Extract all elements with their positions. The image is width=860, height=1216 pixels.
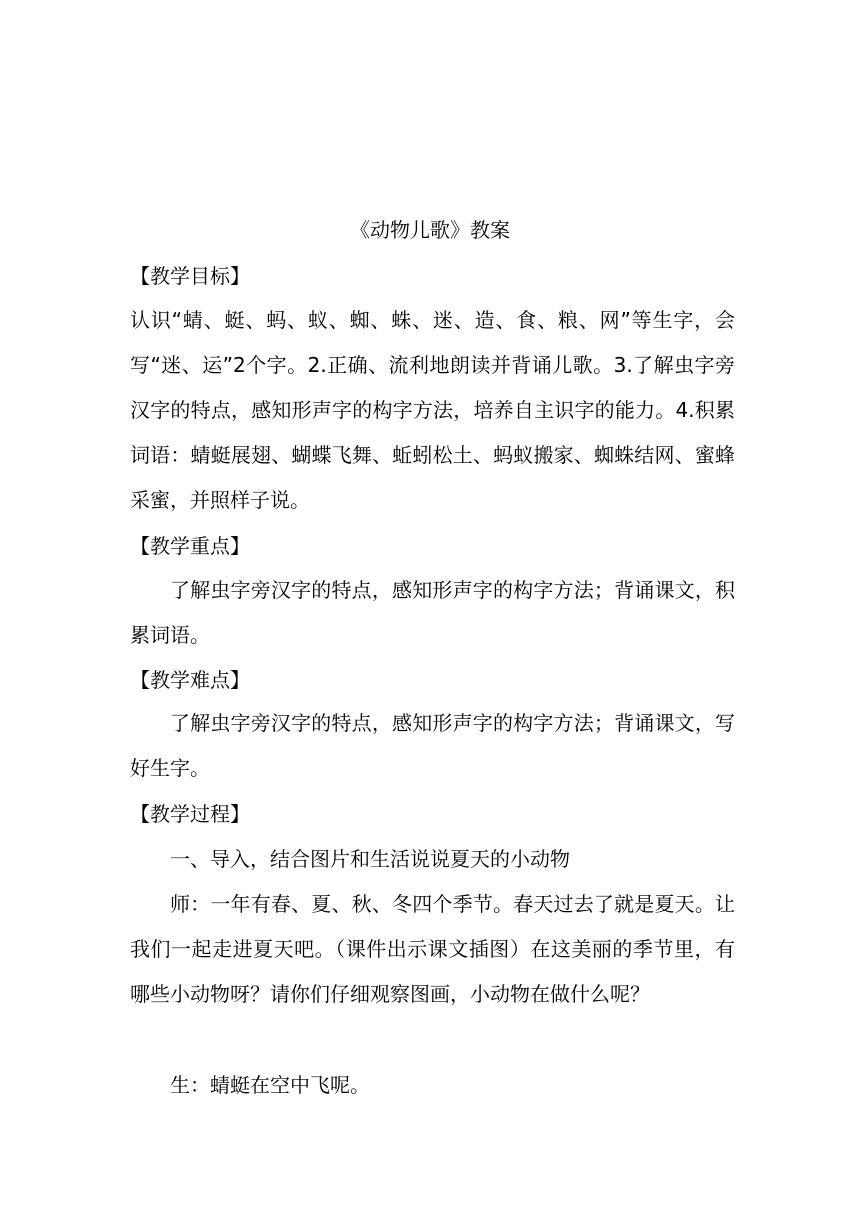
section-heading-difficulties: 【教学难点】 (130, 668, 250, 692)
section-heading-goals: 【教学目标】 (130, 264, 250, 288)
section-heading-key-points: 【教学重点】 (130, 534, 250, 558)
section-heading-process: 【教学过程】 (130, 802, 250, 826)
teacher-dialogue: 师：一年有春、夏、秋、冬四个季节。春天过去了就是夏天。让我们一起走进夏天吧。（课件出示课文插图）在这美丽的季节里，有哪些小动物呀？请你们仔细观察图画，小动物在做什么呢？ (130, 892, 735, 1006)
student-dialogue: 生：蜻蜓在空中飞呢。 (170, 1073, 370, 1097)
goals-paragraph: 认识“蜻、蜓、蚂、蚁、蜘、蛛、迷、造、食、粮、网”等生字，会写“迷、运”2个字。2.正确、流利地朗读并背诵儿歌。3.了解虫字旁汉字的特点，感知形声字的构字方法，培养自主识字的能力。4.积累词语：蜻蜓展翅、蝴蝶飞舞、蚯蚓松土、蚂蚁搬家、蜘蛛结网、蜜蜂采蜜，并照样子说。 (130, 308, 735, 512)
key-points-paragraph: 了解虫字旁汉字的特点，感知形声字的构字方法；背诵课文，积累词语。 (130, 578, 735, 647)
difficulties-paragraph: 了解虫字旁汉字的特点，感知形声字的构字方法；背诵课文，写好生字。 (130, 711, 735, 780)
process-step-1: 一、导入，结合图片和生活说说夏天的小动物 (170, 847, 570, 871)
document-title: 《动物儿歌》教案 (350, 218, 510, 242)
